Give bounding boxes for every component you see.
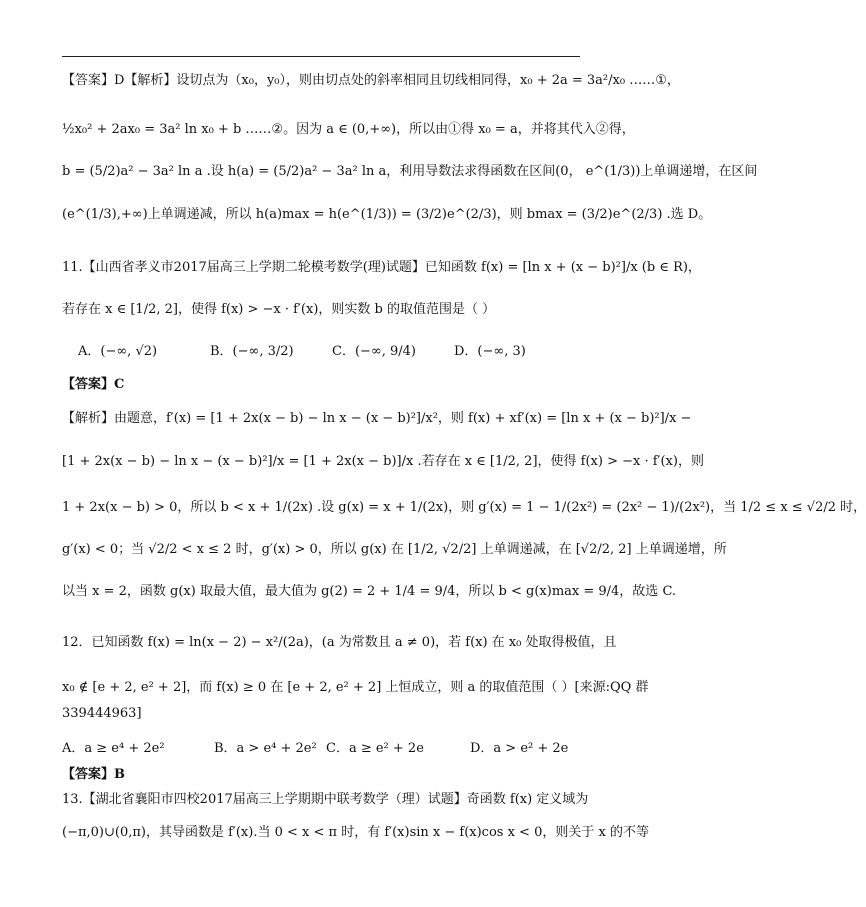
header-rule <box>62 56 580 57</box>
answer-10-line-3: b = (5/2)a² − 3a² ln a .设 h(a) = (5/2)a² − 3a² ln a，利用导数法求得函数在区间(0， e^(1/3))上单调递增，在区间 <box>62 164 758 179</box>
q12-option-b: B．a > e⁴ + 2e² <box>214 741 317 756</box>
question-11-condition: 若存在 x ∈ [1/2, 2]，使得 f(x) > −x · f′(x)，则实数 b 的取值范围是（ ） <box>62 302 496 317</box>
question-12-source: 339444963] <box>62 706 142 721</box>
answer-12-label: 【答案】B <box>62 767 125 782</box>
q12-option-d: D．a > e² + 2e <box>470 741 569 756</box>
question-12-condition: x₀ ∉ [e + 2, e² + 2]，而 f(x) ≥ 0 在 [e + 2, e² + 2] 上恒成立，则 a 的取值范围（ ）[来源:QQ 群 <box>62 680 649 695</box>
solution-11-line-2: [1 + 2x(x − b) − ln x − (x − b)²]/x = [1 + 2x(x − b)]/x .若存在 x ∈ [1/2, 2]，使得 f(x) > −x · f′(x)，则 <box>62 454 704 469</box>
q12-option-a: A．a ≥ e⁴ + 2e² <box>62 741 165 756</box>
question-12-stem: 12．已知函数 f(x) = ln(x − 2) − x²/(2a)，(a 为常数且 a ≠ 0)，若 f(x) 在 x₀ 处取得极值，且 <box>62 635 617 650</box>
q11-option-c: C．(−∞, 9/4) <box>332 344 416 359</box>
q11-option-b: B．(−∞, 3/2) <box>210 344 294 359</box>
answer-10-line-2: ½x₀² + 2ax₀ = 3a² ln x₀ + b ……②。因为 a ∈ (0,+∞)，所以由①得 x₀ = a，并将其代入②得， <box>62 122 635 137</box>
answer-10-line-1: 【答案】D【解析】设切点为（x₀，y₀），则由切点处的斜率相同且切线相同得，x₀ + 2a = 3a²/x₀ ……①， <box>62 73 680 88</box>
question-13-condition: (−π,0)∪(0,π)，其导函数是 f′(x).当 0 < x < π 时，有 f′(x)sin x − f(x)cos x < 0，则关于 x 的不等 <box>62 825 649 840</box>
q12-option-c: C．a ≥ e² + 2e <box>326 741 424 756</box>
solution-11-line-3: 1 + 2x(x − b) > 0，所以 b < x + 1/(2x) .设 g(x) = x + 1/(2x)，则 g′(x) = 1 − 1/(2x²) = (2x² − 1)/(2x²)，当 1/2 ≤ x ≤ √2/2 时， <box>62 500 866 515</box>
q11-option-d: D．(−∞, 3) <box>454 344 526 359</box>
question-11-stem: 11.【山西省孝义市2017届高三上学期二轮模考数学(理)试题】已知函数 f(x) = [ln x + (x − b)²]/x (b ∈ R)， <box>62 260 701 275</box>
answer-11-label: 【答案】C <box>62 377 125 392</box>
q11-option-a: A．(−∞, √2) <box>78 344 158 359</box>
solution-11-line-1: 【解析】由题意，f′(x) = [1 + 2x(x − b) − ln x − (x − b)²]/x²，则 f(x) + xf′(x) = [ln x + (x − b)²]/x − <box>62 411 692 426</box>
question-13-stem: 13.【湖北省襄阳市四校2017届高三上学期期中联考数学（理）试题】奇函数 f(x) 定义域为 <box>62 792 589 807</box>
solution-11-line-5: 以当 x = 2，函数 g(x) 取最大值，最大值为 g(2) = 2 + 1/4 = 9/4，所以 b < g(x)max = 9/4，故选 C. <box>62 584 677 599</box>
solution-11-line-4: g′(x) < 0；当 √2/2 < x ≤ 2 时，g′(x) > 0，所以 g(x) 在 [1/2, √2/2] 上单调递减，在 [√2/2, 2] 上单调递增，所 <box>62 542 727 557</box>
answer-10-line-4: (e^(1/3),+∞)上单调递减，所以 h(a)max = h(e^(1/3)) = (3/2)e^(2/3)，则 bmax = (3/2)e^(2/3) .选 D。 <box>62 207 712 222</box>
